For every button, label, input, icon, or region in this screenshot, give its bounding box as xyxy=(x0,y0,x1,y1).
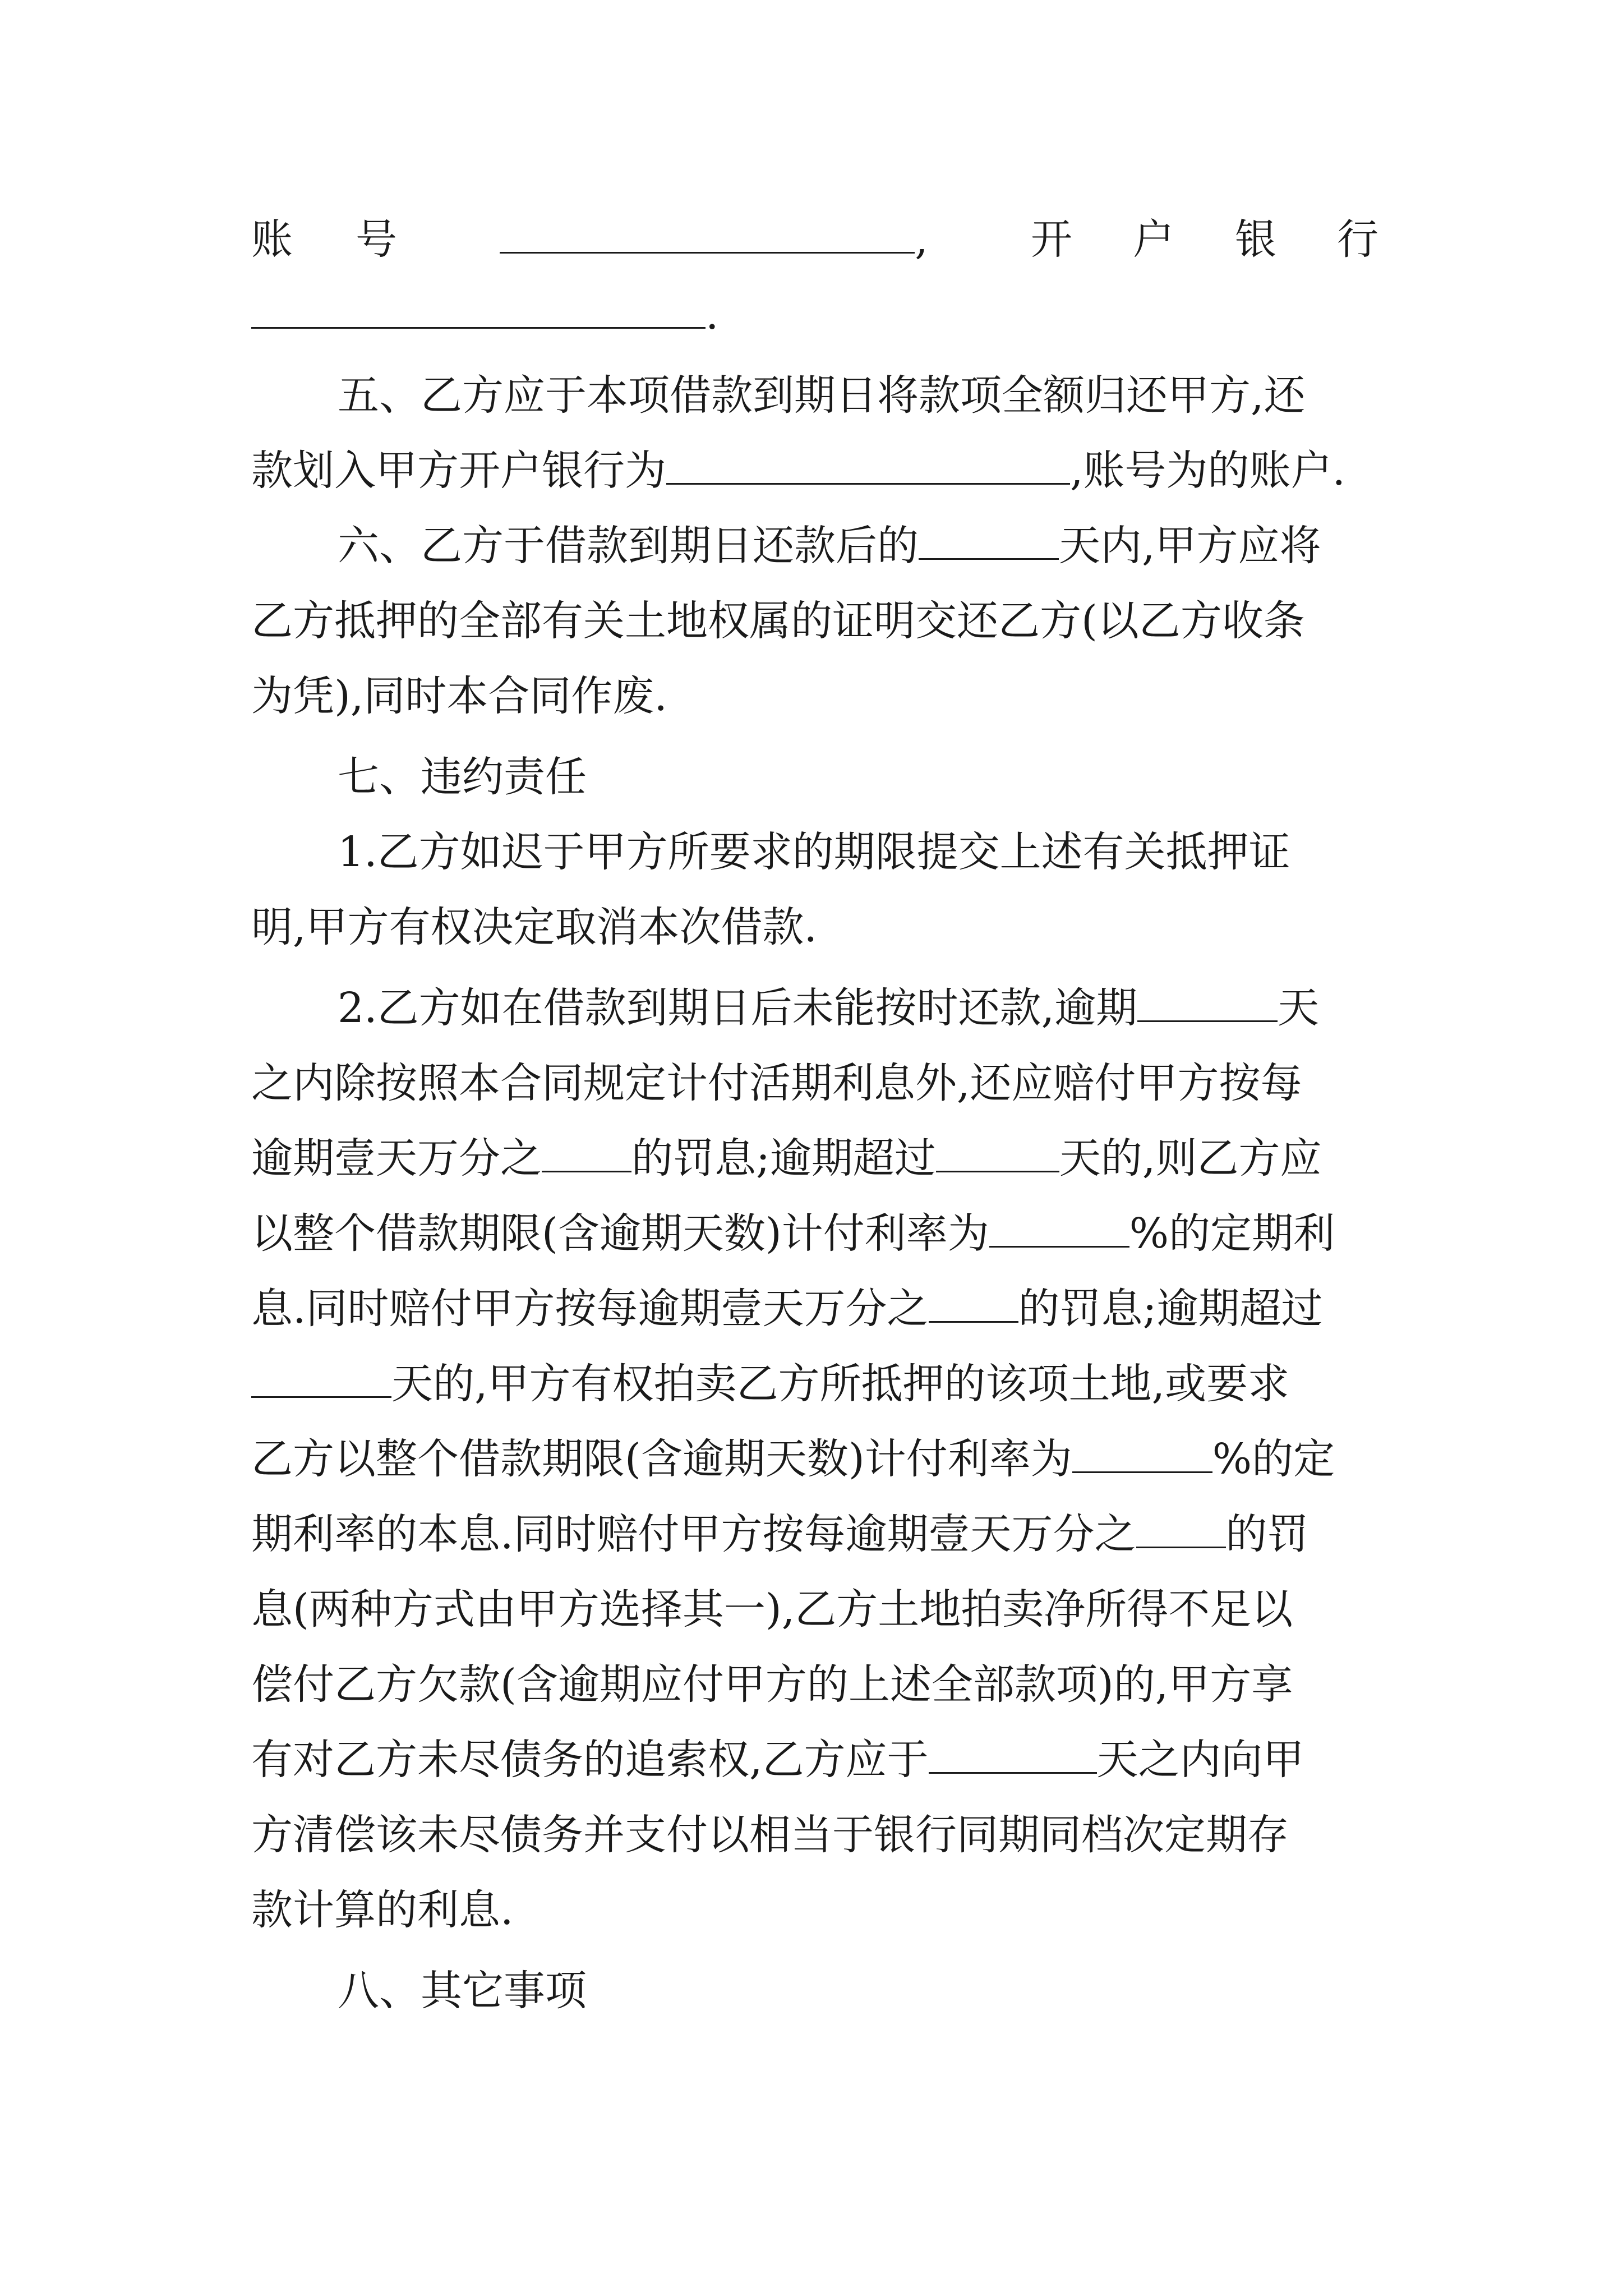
para7-text: 1.乙方如迟于甲方所要求的期限提交上述有关抵押证 xyxy=(338,828,1290,876)
para7-item2-line2 xyxy=(251,1046,1378,1121)
para6-text: 为凭),同时本合同作废. xyxy=(251,672,667,720)
para7-item1-line2 xyxy=(251,890,1378,965)
para7-item2-line5 xyxy=(251,1271,1378,1346)
para6-text: 六、乙方于借款到期日还款后的 xyxy=(338,522,919,570)
para7-heading xyxy=(251,739,1378,815)
para7-item2-line9 xyxy=(251,1572,1378,1647)
para7-item2-line10 xyxy=(251,1647,1378,1722)
para6-text: 乙方抵押的全部有关土地权属的证明交还乙方(以乙方收条 xyxy=(251,597,1305,645)
para6-line1 xyxy=(251,508,1378,583)
para7-item2-line1 xyxy=(251,970,1378,1046)
para7-text: 方清偿该未尽债务并支付以相当于银行同期同档次定期存 xyxy=(251,1811,1289,1859)
para7-text: 息(两种方式由甲方选择其一),乙方土地拍卖净所得不足以 xyxy=(251,1585,1293,1634)
para7-item2-line11 xyxy=(251,1722,1378,1797)
interest-rate-blank xyxy=(1072,1438,1212,1473)
para7-text: 有对乙方未尽债务的追索权,乙方应于 xyxy=(251,1736,929,1784)
days-blank xyxy=(919,524,1059,560)
section-heading: 七、违约责任 xyxy=(338,753,587,801)
para7-text: %的定 xyxy=(1212,1435,1335,1483)
para7-text: 期利率的本息.同时赔付甲方按每逾期壹天万分之 xyxy=(251,1510,1136,1558)
account-line xyxy=(251,202,1378,277)
para7-item2-line7 xyxy=(251,1421,1378,1497)
para7-text: 的罚息;逾期超过 xyxy=(1018,1285,1323,1333)
para7-text: 明,甲方有权决定取消本次借款. xyxy=(251,903,818,951)
document-page xyxy=(251,202,1378,2028)
account-label-char: 号 xyxy=(356,215,397,264)
bank-label-char: 开 xyxy=(1031,215,1072,264)
overdue-days-blank xyxy=(251,1363,391,1398)
overdue-days-blank xyxy=(936,1137,1059,1172)
para6-line3 xyxy=(251,659,1378,734)
para5-text: 五、乙方应于本项借款到期日将款项全额归还甲方,还 xyxy=(338,371,1306,420)
section-heading: 八、其它事项 xyxy=(338,1967,587,2015)
para5-line1 xyxy=(251,358,1378,433)
comma: , xyxy=(915,215,928,264)
para7-item2-line3 xyxy=(251,1121,1378,1196)
para7-item2-line8 xyxy=(251,1497,1378,1572)
bank-label-char: 行 xyxy=(1337,215,1378,264)
para7-text: 款计算的利息. xyxy=(251,1886,514,1934)
para7-text: 乙方以整个借款期限(含逾期天数)计付利率为 xyxy=(251,1435,1072,1483)
bank-name-blank xyxy=(251,293,706,329)
penalty-rate-blank xyxy=(929,1287,1018,1323)
para7-text: 偿付乙方欠款(含逾期应付甲方的上述全部款项)的,甲方享 xyxy=(251,1660,1293,1709)
bank-blank xyxy=(666,449,1070,485)
account-label-char: 账 xyxy=(251,215,293,264)
para7-text: %的定期利 xyxy=(1129,1209,1335,1258)
bank-name-line xyxy=(251,277,1378,352)
para5-line2 xyxy=(251,433,1378,508)
para7-text: 的罚 xyxy=(1225,1510,1309,1558)
account-number-blank xyxy=(500,218,915,254)
para7-text: 天之内向甲 xyxy=(1096,1736,1304,1784)
penalty-rate-blank xyxy=(542,1137,631,1172)
interest-rate-blank xyxy=(989,1212,1129,1248)
para5-text: ,账号为的账户. xyxy=(1070,447,1346,495)
para7-item2-line6 xyxy=(251,1346,1378,1421)
para7-text: 之内除按照本合同规定计付活期利息外,还应赔付甲方按每 xyxy=(251,1059,1302,1107)
para7-text: 以整个借款期限(含逾期天数)计付利率为 xyxy=(251,1209,989,1258)
para7-text: 2.乙方如在借款到期日后未能按时还款,逾期 xyxy=(338,984,1138,1032)
bank-label-char: 户 xyxy=(1133,215,1174,264)
para7-text: 的罚息;逾期超过 xyxy=(631,1134,936,1182)
bank-label-char: 银 xyxy=(1235,215,1276,264)
repayment-days-blank xyxy=(929,1738,1097,1774)
para6-line2 xyxy=(251,583,1378,659)
para7-item2-line12 xyxy=(251,1797,1378,1872)
para8-heading xyxy=(251,1953,1378,2028)
para7-text: 息.同时赔付甲方按每逾期壹天万分之 xyxy=(251,1285,929,1333)
end-period: . xyxy=(706,291,719,339)
para7-text: 逾期壹天万分之 xyxy=(251,1134,542,1182)
penalty-rate-blank xyxy=(1136,1513,1226,1548)
para6-text: 天内,甲方应将 xyxy=(1059,522,1321,570)
para5-text: 款划入甲方开户银行为 xyxy=(251,447,666,495)
para7-text: 天的,则乙方应 xyxy=(1059,1134,1322,1182)
para7-text: 天的,甲方有权拍卖乙方所抵押的该项土地,或要求 xyxy=(391,1360,1290,1408)
para7-item2-line4 xyxy=(251,1196,1378,1271)
para7-item2-line13 xyxy=(251,1872,1378,1948)
para7-item1-line1 xyxy=(251,815,1378,890)
para7-text: 天 xyxy=(1278,984,1320,1032)
overdue-days-blank xyxy=(1137,987,1278,1022)
